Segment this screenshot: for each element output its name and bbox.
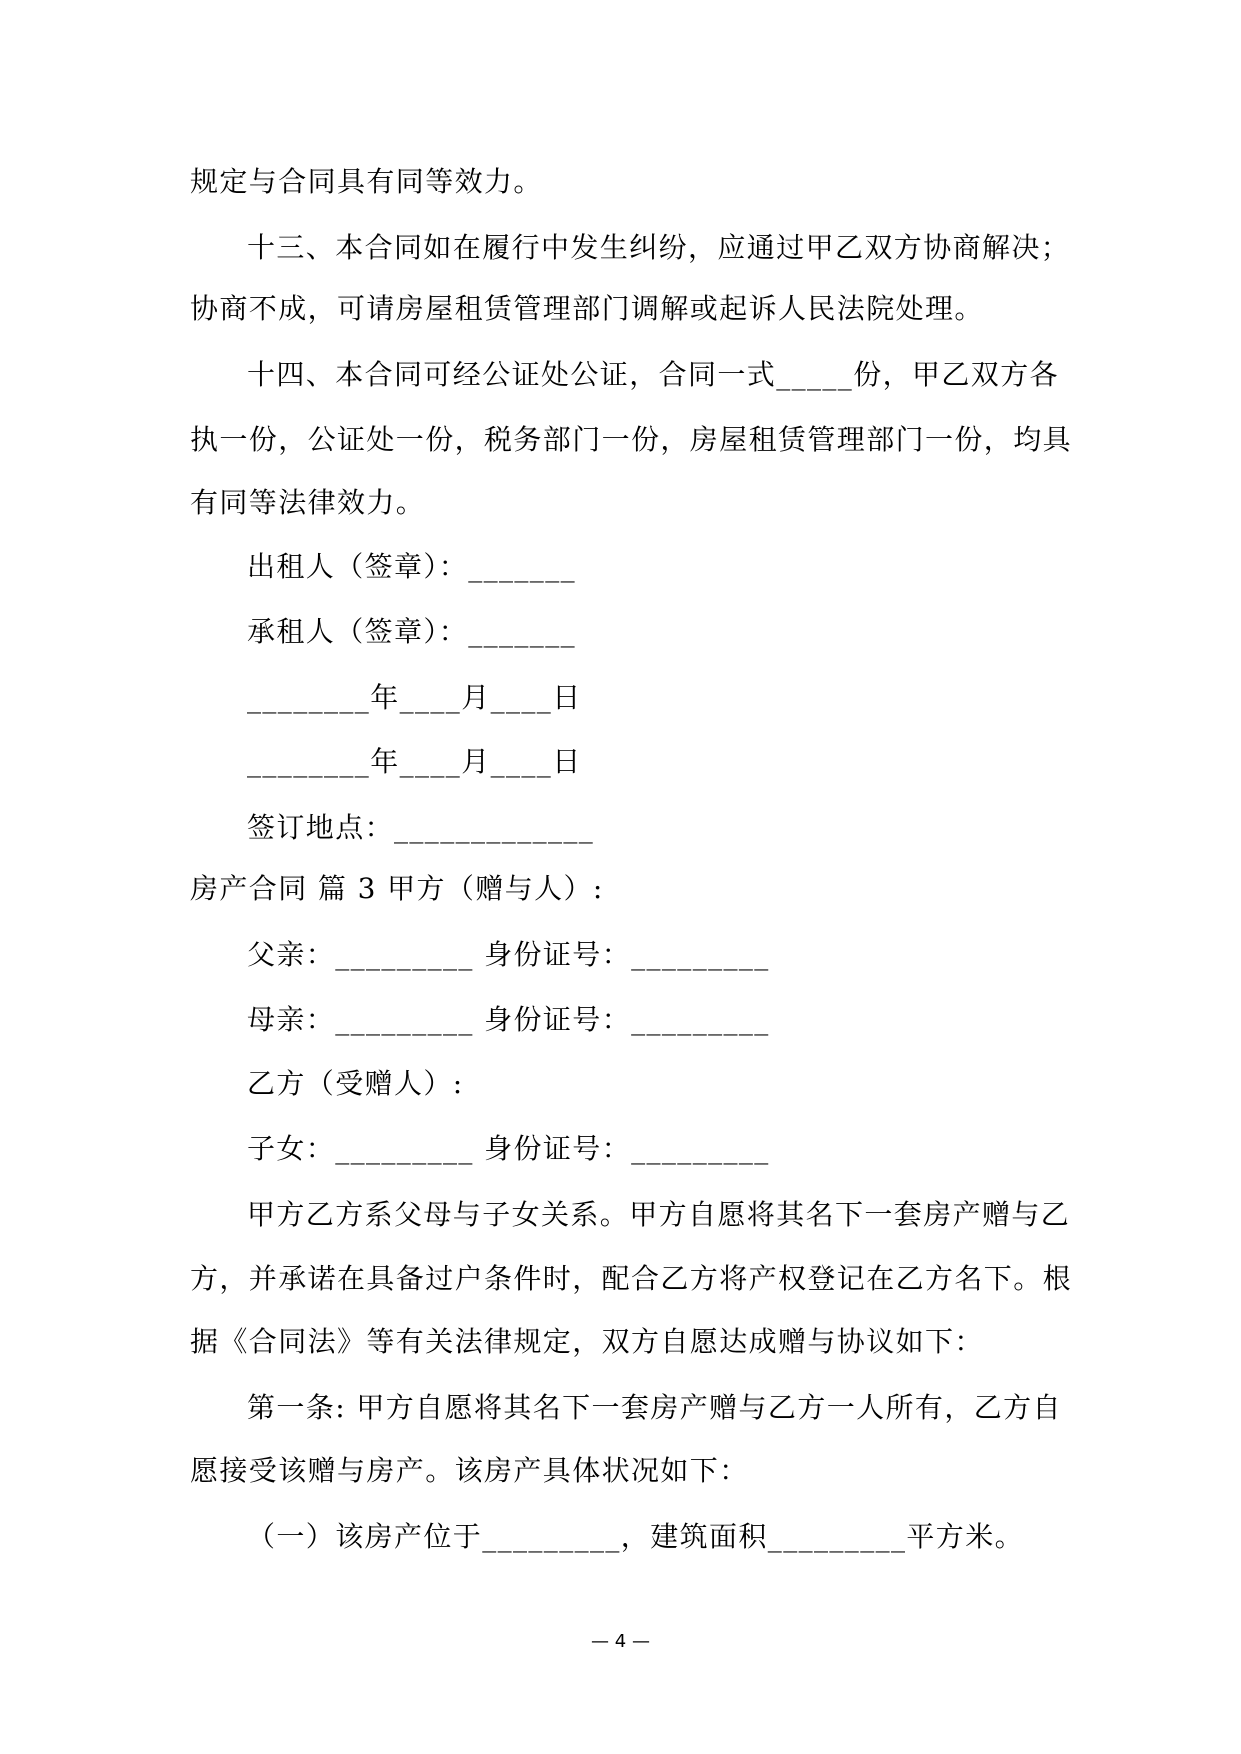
child-id-line: 子女：_________ 身份证号：_________ xyxy=(247,1132,770,1165)
mother-id-line: 母亲：_________ 身份证号：_________ xyxy=(247,1003,770,1036)
party-b-label: 乙方（受赠人）: xyxy=(247,1067,464,1100)
clause-14-line-2: 执一份，公证处一份，税务部门一份，房屋租赁管理部门一份，均具 xyxy=(190,423,1073,456)
page-number: — 4 — xyxy=(591,1631,650,1652)
date-line: ________年____月____日 xyxy=(247,745,582,778)
father-id-line: 父亲：_________ 身份证号：_________ xyxy=(247,938,770,971)
article-1-line-1: 第一条: 甲方自愿将其名下一套房产赠与乙方一人所有，乙方自 xyxy=(247,1391,1062,1424)
clause-13-line-2: 协商不成，可请房屋租赁管理部门调解或起诉人民法院处理。 xyxy=(190,292,984,325)
clause-14-line-1: 十四、本合同可经公证处公证，合同一式_____份，甲乙双方各 xyxy=(247,358,1060,391)
signing-place-line: 签订地点：_____________ xyxy=(247,811,595,844)
clause-14-line-3: 有同等法律效力。 xyxy=(190,486,426,519)
lessee-signature-line: 承租人（签章）：_______ xyxy=(247,615,577,648)
text-line: 规定与合同具有同等效力。 xyxy=(190,165,543,198)
lessor-signature-line: 出租人（签章）：_______ xyxy=(247,550,577,583)
section-heading: 房产合同 篇 3 甲方（赠与人）: xyxy=(190,872,604,905)
date-line: ________年____月____日 xyxy=(247,681,582,714)
article-1-line-2: 愿接受该赠与房产。该房产具体状况如下： xyxy=(190,1454,749,1487)
property-location-line: （一）该房产位于_________，建筑面积_________平方米。 xyxy=(247,1520,1025,1553)
paragraph-line: 据《合同法》等有关法律规定，双方自愿达成赠与协议如下： xyxy=(190,1325,984,1358)
paragraph-line: 方，并承诺在具备过户条件时，配合乙方将产权登记在乙方名下。根 xyxy=(190,1262,1073,1295)
paragraph-line: 甲方乙方系父母与子女关系。甲方自愿将其名下一套房产赠与乙 xyxy=(247,1198,1071,1231)
clause-13-line-1: 十三、本合同如在履行中发生纠纷，应通过甲乙双方协商解决； xyxy=(247,231,1071,264)
